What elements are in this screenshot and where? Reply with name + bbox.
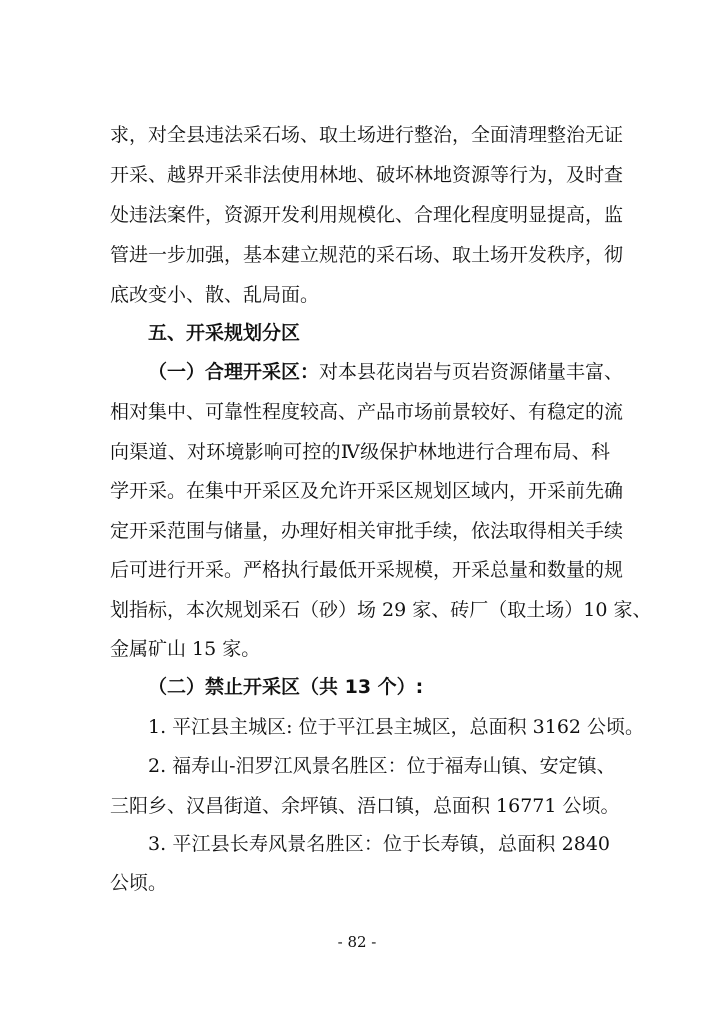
list-item: 1. 平江县主城区: 位于平江县主城区，总面积 3162 公顷。 [148, 716, 645, 738]
zone1-first-line-text: 对本县花岗岩与页岩资源储量丰富、 [319, 361, 624, 383]
zone2-heading: （二）禁止开采区（共 13 个）: [148, 676, 424, 698]
list-item-continuation: 三阳乡、汉昌街道、余坪镇、浯口镇，总面积 16771 公顷。 [110, 795, 620, 817]
list-item-continuation: 公顷。 [110, 872, 168, 894]
paragraph-line: 处违法案件，资源开发利用规模化、合理化程度明显提高，监 [110, 204, 624, 226]
paragraph-line: 底改变小、散、乱局面。 [110, 284, 320, 306]
list-item: 2. 福寿山-汨罗江风景名胜区：位于福寿山镇、安定镇、 [148, 755, 616, 777]
paragraph-line: 管进一步加强，基本建立规范的采石场、取土场开发秩序，彻 [110, 244, 624, 266]
paragraph-line: 金属矿山 15 家。 [110, 638, 261, 660]
paragraph-line: 后可进行开采。严格执行最低开采规模，开采总量和数量的规 [110, 559, 624, 581]
list-item: 3. 平江县长寿风景名胜区：位于长寿镇，总面积 2840 [148, 833, 610, 855]
paragraph-line: 相对集中、可靠性程度较高、产品市场前景较好、有稳定的流 [110, 401, 624, 423]
zone1-first-line [148, 360, 624, 384]
paragraph-line: 向渠道、对环境影响可控的Ⅳ级保护林地进行合理布局、科 [110, 441, 610, 463]
paragraph-line: 定开采范围与储量，办理好相关审批手续，依法取得相关手续 [110, 520, 624, 542]
page-number: - 82 - [337, 933, 377, 951]
paragraph-line: 学开采。在集中开采区及允许开采区规划区域内，开采前先确 [110, 480, 624, 502]
zone1-label: （一）合理开采区： [148, 361, 320, 383]
paragraph-line: 开采、越界开采非法使用林地、破坏林地资源等行为，及时查 [110, 164, 624, 186]
paragraph-line: 划指标，本次规划采石（砂）场 29 家、砖厂（取土场）10 家、 [110, 599, 652, 621]
section-heading: 五、开采规划分区 [148, 322, 301, 344]
paragraph-line: 求，对全县违法采石场、取土场进行整治，全面清理整治无证 [110, 124, 624, 146]
